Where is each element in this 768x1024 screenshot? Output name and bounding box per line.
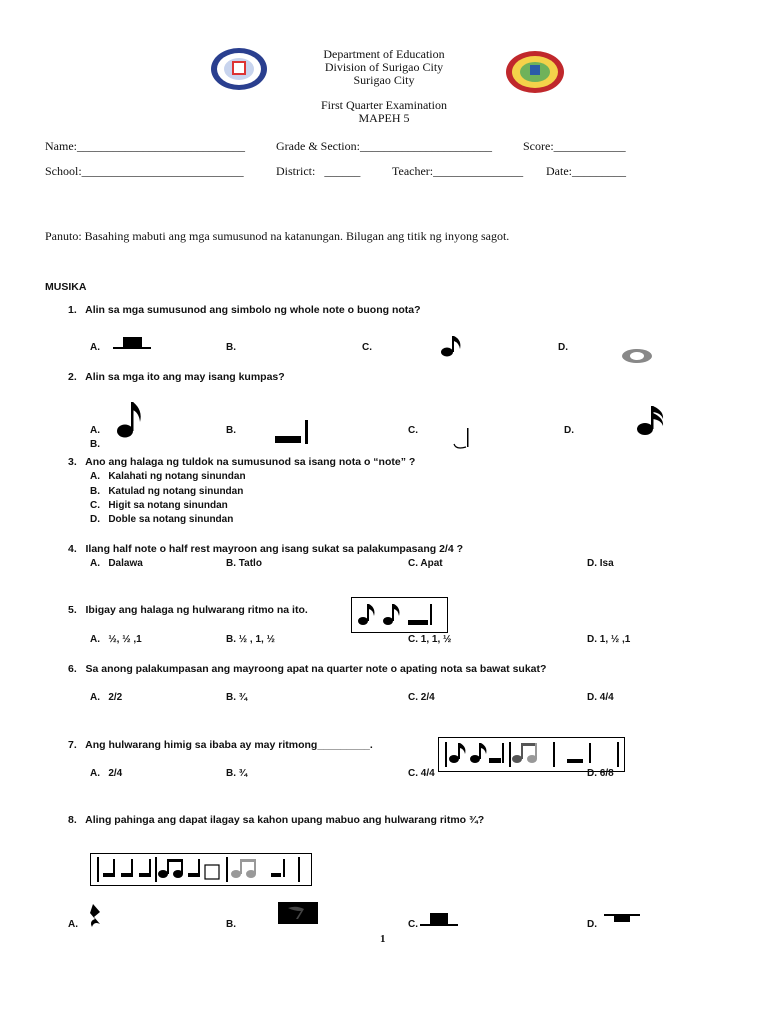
school-field[interactable]: School:___________________________ bbox=[45, 164, 244, 178]
whole-rest-icon bbox=[113, 335, 151, 353]
q4-option-a[interactable]: A. Dalawa bbox=[90, 558, 143, 569]
q7-option-b[interactable]: B. ¾ bbox=[226, 768, 248, 779]
q6-text: 6. Sa anong palakumpasan ang mayroong apat na quarter note o apating nota sa bawat sukat? bbox=[68, 663, 547, 675]
rhythm-pattern-box bbox=[351, 597, 448, 633]
q2-text: 2. Alin sa mga ito ang may isang kumpas? bbox=[68, 371, 285, 383]
q8-option-d[interactable]: D. bbox=[587, 919, 597, 930]
half-rest-icon bbox=[604, 913, 640, 923]
half-note-icon bbox=[452, 426, 476, 450]
whole-note-icon bbox=[620, 347, 654, 365]
quarter-rest-icon bbox=[88, 903, 104, 929]
q1-option-d[interactable]: D. bbox=[558, 342, 568, 353]
q8-text: 8. Aling pahinga ang dapat ilagay sa kahon upang mabuo ang hulwarang ritmo ¾? bbox=[68, 814, 485, 826]
exam-title: First Quarter Examination bbox=[321, 98, 447, 112]
date-field[interactable]: Date:_________ bbox=[546, 164, 626, 178]
q5-option-c[interactable]: C. 1, 1, ½ bbox=[408, 634, 452, 645]
q5-option-b[interactable]: B. ½ , 1, ½ bbox=[226, 634, 275, 645]
section-title: MUSIKA bbox=[45, 281, 87, 293]
header-line-2: Division of Surigao City bbox=[324, 60, 444, 74]
q3-option-b[interactable]: B. Katulad ng notang sinundan bbox=[90, 486, 244, 497]
q6-option-b[interactable]: B. ¾ bbox=[226, 692, 248, 703]
q2-option-c[interactable]: C. bbox=[408, 425, 418, 436]
page-number: 1 bbox=[380, 933, 386, 945]
q1-option-a[interactable]: A. bbox=[90, 342, 100, 353]
q8-option-c[interactable]: C. bbox=[408, 919, 418, 930]
sixteenth-note-icon bbox=[636, 405, 672, 437]
instructions: Panuto: Basahing mabuti ang mga sumusunod na katanungan. Bilugan ang titik ng inyong sagot. bbox=[45, 229, 510, 243]
name-field[interactable]: Name:____________________________ bbox=[45, 139, 245, 153]
header-line-1: Department of Education bbox=[323, 47, 445, 61]
q2-option-a[interactable]: A. bbox=[90, 425, 100, 436]
eighth-note-icon bbox=[440, 335, 466, 357]
q7-option-d[interactable]: D. 6/8 bbox=[587, 768, 614, 779]
q1-text: 1. Alin sa mga sumusunod ang simbolo ng whole note o buong nota? bbox=[68, 304, 421, 316]
q1-option-c[interactable]: C. bbox=[362, 342, 372, 353]
eighth-note-icon bbox=[115, 400, 145, 440]
q6-option-d[interactable]: D. 4/4 bbox=[587, 692, 614, 703]
rhythm-with-blank-box bbox=[90, 853, 312, 886]
grade-section-field[interactable]: Grade & Section:______________________ bbox=[276, 139, 492, 153]
q6-option-c[interactable]: C. 2/4 bbox=[408, 692, 435, 703]
q4-text: 4. Ilang half note o half rest mayroon ang isang sukat sa palakumpasang 2/4 ? bbox=[68, 543, 464, 555]
district-field[interactable]: District: ______ bbox=[276, 164, 361, 178]
eighth-rest-icon bbox=[278, 902, 318, 924]
q3-option-d[interactable]: D. Doble sa notang sinundan bbox=[90, 514, 234, 525]
q3-option-c[interactable]: C. Higit sa notang sinundan bbox=[90, 500, 228, 511]
q2-option-b-extra: B. bbox=[90, 439, 100, 450]
q4-option-c[interactable]: C. Apat bbox=[408, 558, 443, 569]
q2-option-b[interactable]: B. bbox=[226, 425, 236, 436]
q1-option-b[interactable]: B. bbox=[226, 342, 236, 353]
q5-option-d[interactable]: D. 1, ½ ,1 bbox=[587, 634, 631, 645]
teacher-field[interactable]: Teacher:_______________ bbox=[392, 164, 524, 178]
melody-pattern-box bbox=[438, 737, 625, 772]
exam-subject: MAPEH 5 bbox=[358, 111, 410, 125]
q2-option-d[interactable]: D. bbox=[564, 425, 574, 436]
header-line-3: Surigao City bbox=[353, 73, 415, 87]
q7-text: 7. Ang hulwarang himig sa ibaba ay may ritmong_________. bbox=[68, 739, 373, 751]
q4-option-b[interactable]: B. Tatlo bbox=[226, 558, 262, 569]
q8-option-b[interactable]: B. bbox=[226, 919, 236, 930]
half-rest-icon bbox=[275, 418, 311, 446]
score-field[interactable]: Score:____________ bbox=[523, 139, 626, 153]
q5-option-a[interactable]: A. ½, ½ ,1 bbox=[90, 634, 142, 645]
whole-rest-icon bbox=[420, 912, 458, 928]
q8-option-a[interactable]: A. bbox=[68, 919, 78, 930]
q6-option-a[interactable]: A. 2/2 bbox=[90, 692, 123, 703]
q5-text: 5. Ibigay ang halaga ng hulwarang ritmo na ito. bbox=[68, 604, 308, 616]
q7-option-c[interactable]: C. 4/4 bbox=[408, 768, 435, 779]
q7-option-a[interactable]: A. 2/4 bbox=[90, 768, 123, 779]
q4-option-d[interactable]: D. Isa bbox=[587, 558, 614, 569]
q3-text: 3. Ano ang halaga ng tuldok na sumusunod sa isang nota o “note” ? bbox=[68, 456, 416, 468]
q3-option-a[interactable]: A. Kalahati ng notang sinundan bbox=[90, 471, 246, 482]
